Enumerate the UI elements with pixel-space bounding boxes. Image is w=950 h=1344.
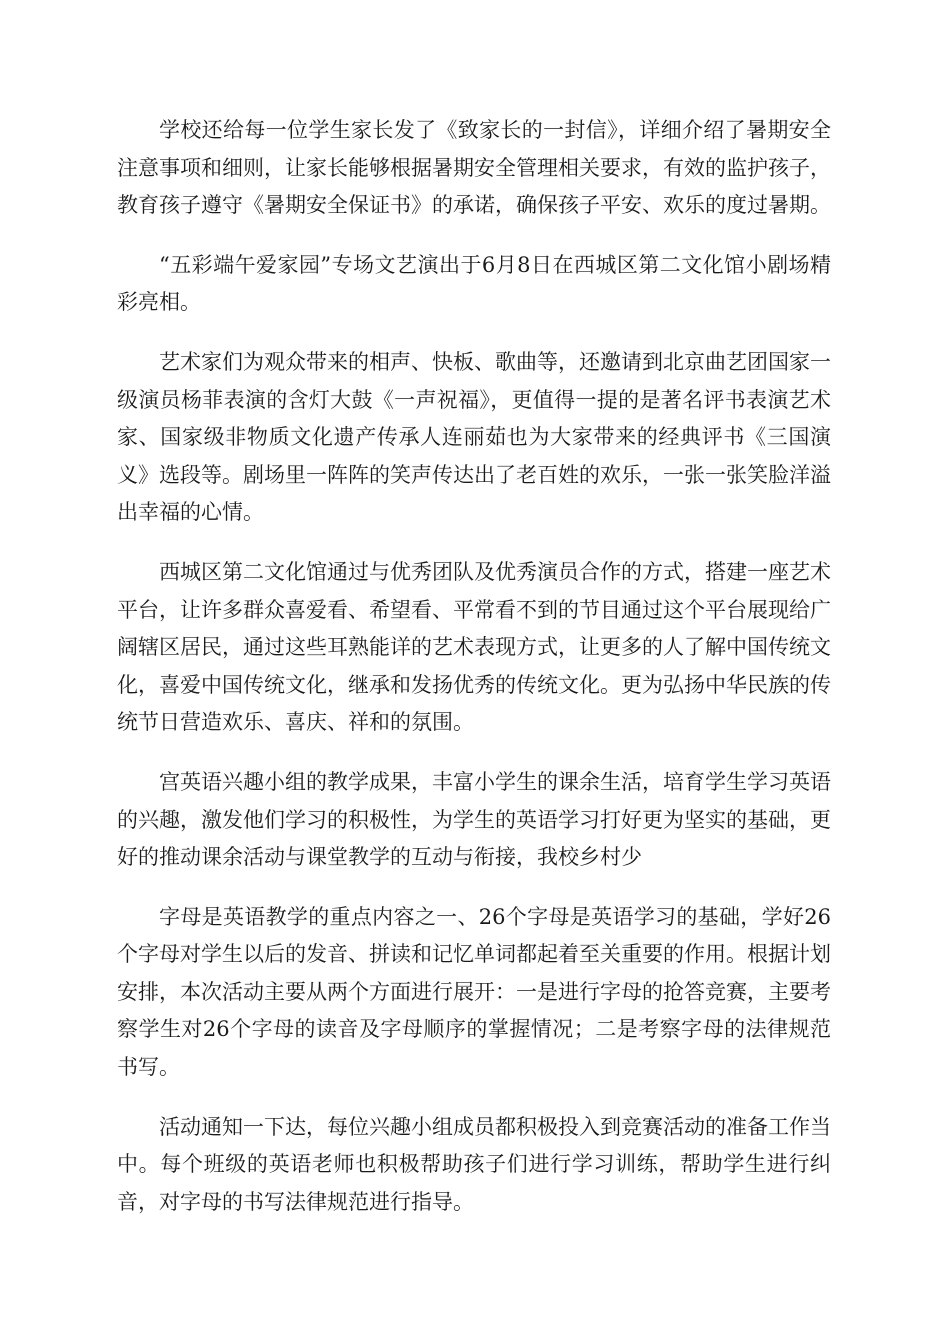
paragraph-parent-letter: 学校还给每一位学生家长发了《致家长的一封信》，详细介绍了暑期安全注意事项和细则，让家长能够根据暑期安全管理相关要求，有效的监护孩子，教育孩子遵守《暑期安全保证书》的承诺，确保孩子平安、欢乐的度过暑期。: [117, 118, 831, 218]
paragraph-english-interest-group: 宫英语兴趣小组的教学成果，丰富小学生的课余生活，培育学生学习英语的兴趣，激发他们学习的积极性，为学生的英语学习打好更为坚实的基础，更好的推动课余活动与课堂教学的互动与衔接，我校乡村少: [117, 769, 831, 870]
paragraph-alphabet-contest: 字母是英语教学的重点内容之一、26个字母是英语学习的基础，学好26个字母对学生以后的发音、拼读和记忆单词都起着至关重要的作用。根据计划安排，本次活动主要从两个方面进行展开：一是进行字母的抢答竞赛，主要考察学生对26个字母的读音及字母顺序的掌握情况；二是考察字母的法律规范书写。: [117, 904, 831, 1080]
paragraph-dragon-boat-performance: “五彩端午爱家园”专场文艺演出于6月8日在西城区第二文化馆小剧场精彩亮相。: [117, 252, 831, 315]
paragraph-activity-preparation: 活动通知一下达，每位兴趣小组成员都积极投入到竞赛活动的准备工作当中。每个班级的英语老师也积极帮助孩子们进行学习训练，帮助学生进行纠音，对字母的书写法律规范进行指导。: [117, 1114, 831, 1214]
document-body: [117, 112, 831, 1221]
paragraph-artists-program: 艺术家们为观众带来的相声、快板、歌曲等，还邀请到北京曲艺团国家一级演员杨菲表演的含灯大鼓《一声祝福》，更值得一提的是著名评书表演艺术家、国家级非物质文化遗产传承人连丽茹也为大家带来的经典评书《三国演义》选段等。剧场里一阵阵的笑声传达出了老百姓的欢乐，一张一张笑脸洋溢出幸福的心情。: [117, 349, 831, 525]
paragraph-cultural-center-platform: 西城区第二文化馆通过与优秀团队及优秀演员合作的方式，搭建一座艺术平台，让许多群众喜爱看、希望看、平常看不到的节目通过这个平台展现给广阔辖区居民，通过这些耳熟能详的艺术表现方式，让更多的人了解中国传统文化，喜爱中国传统文化，继承和发扬优秀的传统文化。更为弘扬中华民族的传统节日营造欢乐、喜庆、祥和的氛围。: [117, 559, 831, 735]
